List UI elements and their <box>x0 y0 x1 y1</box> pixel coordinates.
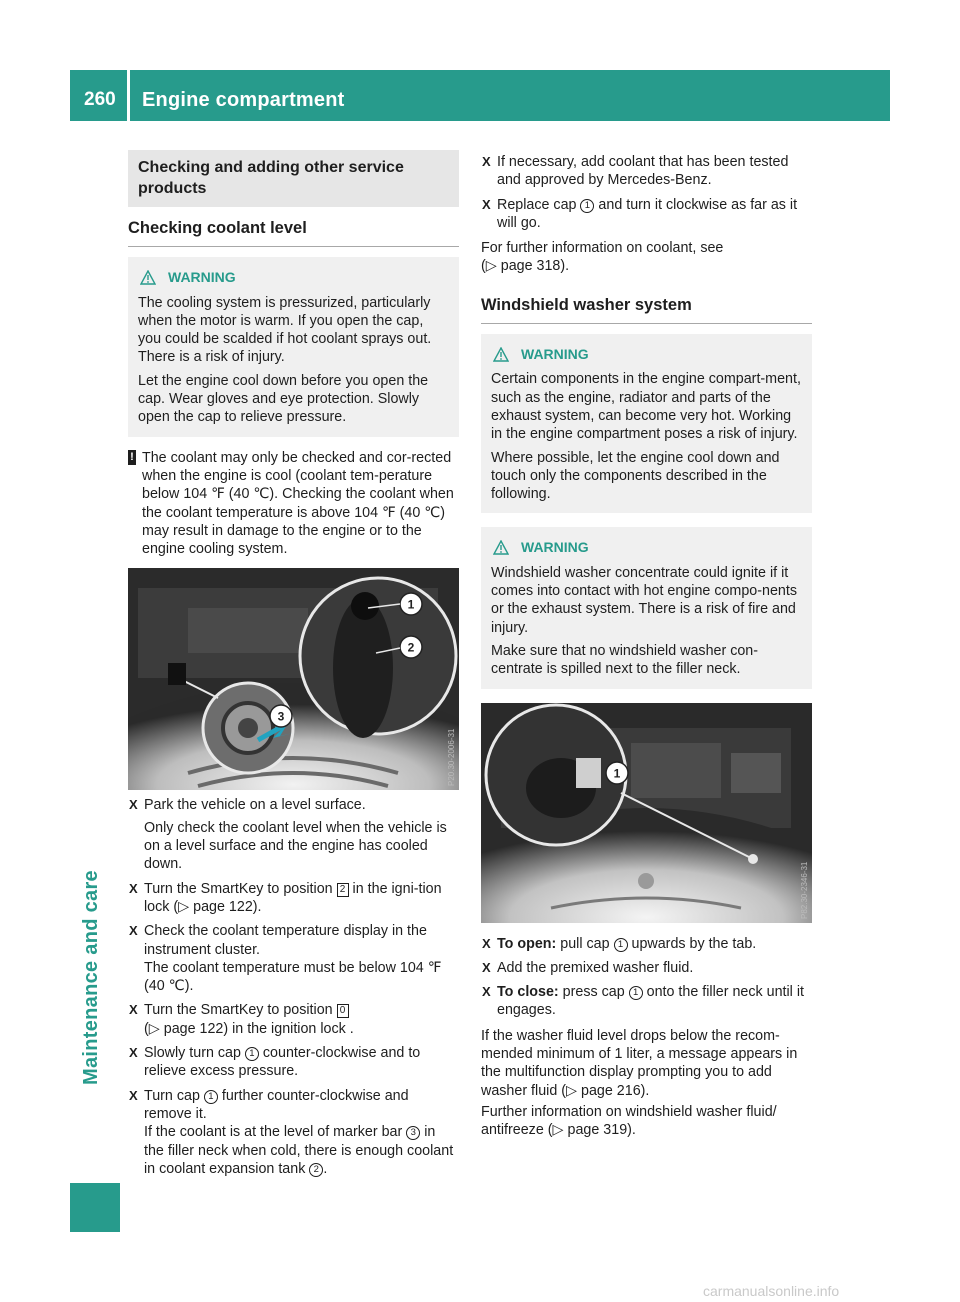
step-arrow-icon: X <box>482 935 491 951</box>
callout-ref: 1 <box>629 986 643 1000</box>
photo-code: P82.30-2346-31 <box>800 861 809 919</box>
callout-ref: 3 <box>406 1126 420 1140</box>
step-arrow-icon: X <box>482 196 491 212</box>
coolant-photo <box>128 568 459 790</box>
washer-engine-image <box>481 703 812 923</box>
note-text: The coolant may only be checked and cor-rected when the engine is cool (coolant tem-perature below 104 ℉ (40 ℃). Checking the coolant when the coolant temperature is above 104 ℉ (40 ℃) may result in damage to the engine or to the engine cooling system. <box>142 449 454 558</box>
step-subtext <box>144 1123 459 1178</box>
page-ref-link[interactable]: page 122) in the ignition lock . <box>163 1020 354 1037</box>
step-arrow-icon: X <box>129 1002 138 1018</box>
step-text: If necessary, add coolant that has been tested and approved by Mercedes-Benz. <box>497 154 789 189</box>
header-divider <box>127 70 130 121</box>
warning-title-text: WARNING <box>521 346 589 363</box>
step-text: counter-clockwise and to relieve excess pressure. <box>144 1045 421 1080</box>
page-ref-icon: ▷ <box>178 898 190 915</box>
page-header <box>70 70 890 121</box>
side-tab-marker <box>70 1183 120 1232</box>
step-text: If the coolant is at the level of marker bar <box>144 1124 407 1141</box>
key-position-0: 0 <box>337 1004 349 1018</box>
step-slowly-turn <box>128 1044 459 1081</box>
warning-icon <box>140 270 156 285</box>
step-text: press cap <box>558 984 629 1001</box>
step-text: Slowly turn cap <box>144 1045 245 1062</box>
step-text: Park the vehicle on a level surface. <box>144 797 366 814</box>
step-text: Check the coolant temperature display in the instrument cluster. <box>144 923 427 958</box>
page-ref-link[interactable]: page 216). <box>581 1082 650 1099</box>
page-ref-link[interactable]: page 122). <box>193 898 262 915</box>
callout-ref: 1 <box>204 1090 218 1104</box>
page-ref-icon: ▷ <box>485 258 497 275</box>
warning-text-1: Certain components in the engine compart-ment, such as the engine, radiator and parts of the exhaust system, can become very hot. Working in the engine compartment poses a risk of injury. <box>491 371 801 443</box>
page-ref-icon: ▷ <box>148 1020 160 1037</box>
warning-title <box>138 268 449 286</box>
warning-text-2: Where possible, let the engine cool down and touch only the components described in the following. <box>491 449 780 503</box>
warning-icon <box>493 347 509 362</box>
step-subtext: The coolant temperature must be below 104 ℉ (40 ℃). <box>144 959 442 995</box>
callout-3 <box>270 705 292 727</box>
coolant-warning <box>128 257 459 436</box>
warning-title <box>491 538 802 556</box>
step-check-display <box>128 922 459 995</box>
step-arrow-icon: X <box>129 923 138 939</box>
photo-code: P20.30-2006-31 <box>447 729 456 787</box>
step-replace-cap <box>481 196 812 233</box>
step-text: Replace cap <box>497 196 581 213</box>
warning-title-text: WARNING <box>521 539 589 556</box>
step-key-position-2 <box>128 880 459 917</box>
side-tab-label: Maintenance and care <box>80 870 102 1085</box>
coolant-engine-image <box>128 568 459 790</box>
antifreeze-text <box>481 1103 812 1140</box>
callout-1 <box>400 593 422 615</box>
page-ref-link[interactable]: page 319). <box>567 1122 636 1139</box>
page-number: 260 <box>84 89 116 110</box>
washer-heading: Windshield washer system <box>481 284 812 324</box>
washer-photo <box>481 703 812 923</box>
step-text: . <box>323 1160 328 1177</box>
step-key-position-0: X Turn the SmartKey to position 0 (▷ page 122) in the ignition lock . <box>129 1002 354 1037</box>
coolant-heading: Checking coolant level <box>128 207 459 247</box>
page-title: Engine compartment <box>142 89 345 111</box>
callout-ref: 2 <box>309 1163 323 1177</box>
paragraph-text: Further information on windshield washer fluid/ antifreeze ( <box>481 1103 777 1139</box>
step-add-fluid <box>481 959 812 977</box>
svg-text:1: 1 <box>407 597 415 612</box>
warning-text-2: Make sure that no windshield washer con-centrate is spilled next to the filler neck. <box>491 642 759 678</box>
left-column <box>128 150 459 1178</box>
key-position-2: 2 <box>337 883 349 897</box>
warning-icon <box>493 540 509 555</box>
step-arrow-icon: X <box>482 984 491 1000</box>
step-text: and turn it clockwise as far as it will go. <box>497 196 798 231</box>
step-label: To close: <box>497 984 559 1001</box>
step-text: Turn cap <box>144 1087 204 1104</box>
warning-text-1: The cooling system is pressurized, particularly when the motor is warm. If you open the cap, you could be scalded if hot coolant sprays out. There is a risk of injury. <box>138 294 432 366</box>
step-label: To open: <box>497 935 557 952</box>
step-text: onto the filler neck until it engages. <box>497 984 804 1019</box>
coolant-reference: For further information on coolant, see (▷ page 318). <box>481 239 812 276</box>
step-text: further counter-clockwise and remove it. <box>144 1087 409 1122</box>
step-text: in the igni-tion lock ( <box>144 880 442 915</box>
paragraph-text: If the washer fluid level drops below the recom-mended minimum of 1 liter, a message appears in the multifunction display prompting you to add washer fluid ( <box>481 1027 798 1099</box>
step-subtext: Only check the coolant level when the vehicle is on a level surface and the engine has cooled down. <box>144 819 447 873</box>
step-remove-cap <box>128 1087 459 1178</box>
step-text: Turn the SmartKey to position <box>144 880 337 897</box>
callout-ref: 1 <box>245 1047 259 1061</box>
step-text: pull cap <box>556 935 614 952</box>
svg-text:2: 2 <box>407 640 415 655</box>
warning-title <box>491 345 802 363</box>
step-arrow-icon: X <box>129 1087 138 1103</box>
step-close <box>481 983 812 1020</box>
callout-1 <box>606 762 628 784</box>
step-arrow-icon: X <box>482 154 491 169</box>
callout-ref: 1 <box>580 199 594 213</box>
step-text: upwards by the tab. <box>627 935 757 952</box>
warning-text-1: Windshield washer concentrate could ignite if it comes into contact with hot engine compo-nents or the exhaust system. There is a risk of fire and injury. <box>491 564 797 636</box>
step-text: Add the premixed washer fluid. <box>497 959 694 976</box>
page-ref-icon: ▷ <box>552 1122 564 1139</box>
callout-2 <box>400 636 422 658</box>
page-ref-link[interactable]: page 318). <box>500 258 570 275</box>
page-ref-icon: ▷ <box>566 1082 578 1099</box>
svg-text:3: 3 <box>277 709 285 724</box>
right-column <box>481 150 812 1140</box>
step-park <box>128 796 459 873</box>
step-open <box>481 935 812 953</box>
notice-icon: ! <box>128 450 136 465</box>
callout-ref: 1 <box>614 938 628 952</box>
hot-components-warning <box>481 334 812 513</box>
svg-text:1: 1 <box>613 766 621 781</box>
step-text: in the filler neck when cold, there is enough coolant in coolant expansion tank <box>144 1124 454 1177</box>
warning-text-2: Let the engine cool down before you open the cap. Wear gloves and eye protection. Slowly open the cap to relieve pressure. <box>138 372 429 426</box>
step-add-coolant <box>481 153 812 190</box>
washer-fire-warning <box>481 527 812 688</box>
step-arrow-icon: X <box>129 797 138 813</box>
step-arrow-icon: X <box>129 880 138 896</box>
step-text: Turn the SmartKey to position <box>144 1002 337 1019</box>
watermark: carmanualsonline.info <box>703 1283 840 1299</box>
reference-text: For further information on coolant, see <box>481 240 724 257</box>
warning-title-text: WARNING <box>168 269 236 286</box>
damage-note <box>128 449 459 559</box>
step-arrow-icon: X <box>482 959 491 975</box>
section-title: Checking and adding other service products <box>128 150 459 207</box>
step-arrow-icon: X <box>129 1045 138 1061</box>
washer-level-text <box>481 1027 812 1100</box>
